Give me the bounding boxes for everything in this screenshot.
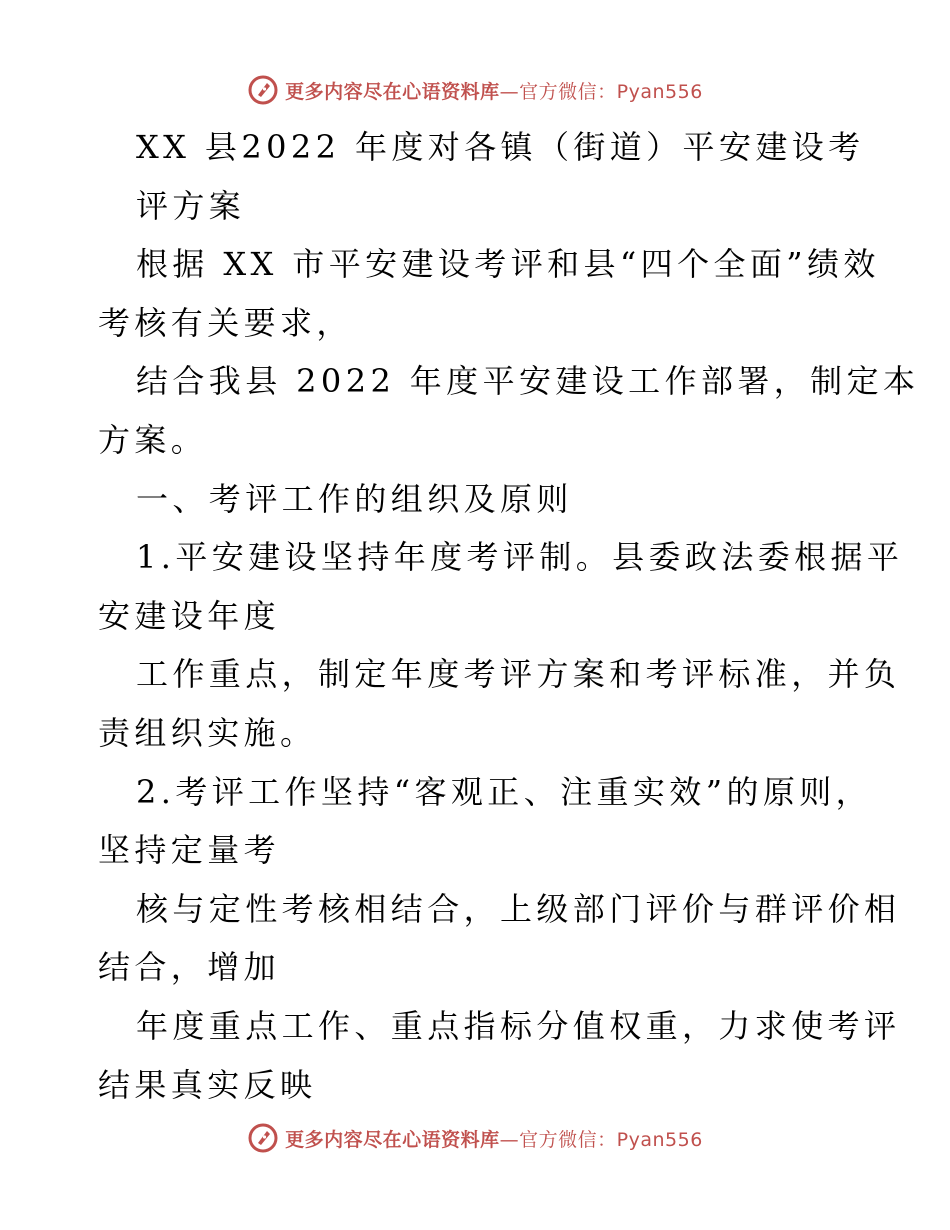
watermark-text bbox=[285, 1125, 703, 1152]
paragraph-line: 责组织实施。 bbox=[98, 713, 317, 752]
title-line-1: XX 县2022 年度对各镇（街道）平安建设考 bbox=[136, 128, 865, 166]
paragraph-line: 核与定性考核相结合，上级部门评价与群评价相 bbox=[136, 889, 901, 928]
watermark-main-text: 更多内容尽在心语资料库 bbox=[285, 80, 500, 103]
pen-nib-circle-icon bbox=[247, 74, 279, 106]
pen-nib-circle-icon bbox=[247, 1122, 279, 1154]
paragraph-line: 根据 XX 市平安建设考评和县“四个全面”绩效 bbox=[136, 245, 880, 284]
paragraph-line: 安建设年度 bbox=[98, 596, 281, 635]
watermark-text bbox=[285, 77, 703, 104]
paragraph-line: 工作重点，制定年度考评方案和考评标准，并负 bbox=[136, 655, 901, 694]
paragraph-line: 年度重点工作、重点指标分值权重，力求使考评 bbox=[136, 1006, 901, 1045]
paragraph-line: 坚持定量考 bbox=[98, 831, 281, 870]
paragraph-line: 结合，增加 bbox=[98, 948, 281, 987]
document-body bbox=[98, 118, 920, 1114]
paragraph-line: 1.平安建设坚持年度考评制。县委政法委根据平 bbox=[136, 538, 904, 577]
paragraph-line: 方案。 bbox=[98, 420, 208, 459]
paragraph-line: 结果真实反映 bbox=[98, 1065, 317, 1104]
watermark-main-text: 更多内容尽在心语资料库 bbox=[285, 1128, 500, 1151]
section-heading: 一、考评工作的组织及原则 bbox=[136, 479, 573, 518]
header-watermark bbox=[0, 70, 950, 110]
footer-watermark bbox=[0, 1118, 950, 1158]
paragraph-line: 考核有关要求， bbox=[98, 303, 353, 342]
paragraph-line: 2.考评工作坚持“客观正、注重实效”的原则， bbox=[136, 772, 873, 811]
paragraph-line: 结合我县 2022 年度平安建设工作部署，制定本 bbox=[136, 362, 920, 401]
watermark-sub-text: —官方微信：Pyan556 bbox=[499, 80, 703, 103]
watermark-sub-text: —官方微信：Pyan556 bbox=[499, 1128, 703, 1151]
title-line-2: 评方案 bbox=[136, 186, 246, 225]
